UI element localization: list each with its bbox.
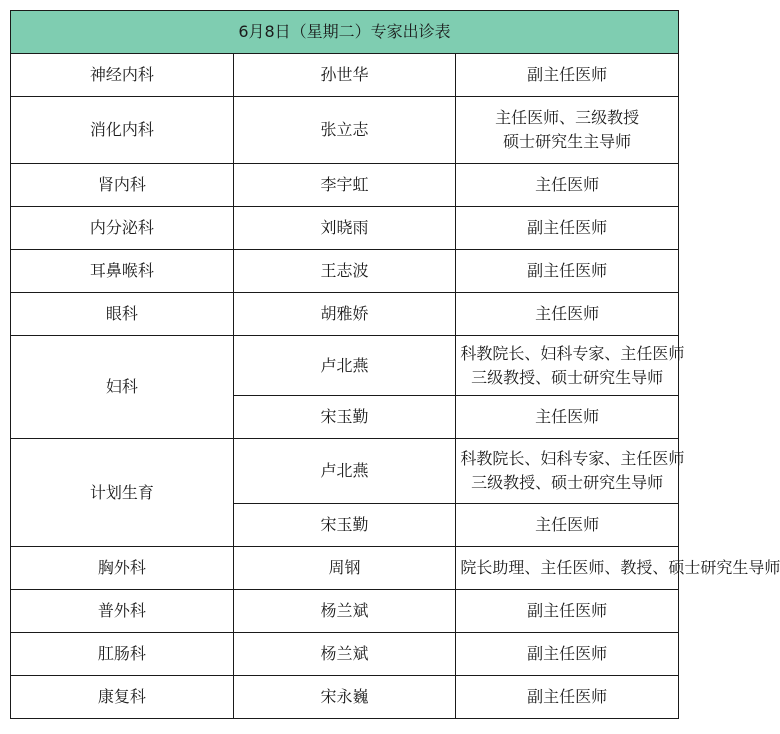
doctor-cell: 卢北燕 — [233, 336, 456, 396]
title-line: 副主任医师 — [527, 261, 608, 280]
table-title: 6月8日（星期二）专家出诊表 — [11, 11, 679, 54]
department-cell: 耳鼻喉科 — [11, 250, 234, 293]
doctor-cell: 胡雅娇 — [233, 293, 456, 336]
department-cell: 内分泌科 — [11, 207, 234, 250]
department-cell: 康复科 — [11, 676, 234, 719]
table-row — [11, 164, 679, 207]
doctor-cell: 孙世华 — [233, 54, 456, 97]
title-line: 主任医师 — [535, 407, 600, 426]
department-cell: 胸外科 — [11, 547, 234, 590]
table-row — [11, 676, 679, 719]
title-line: 副主任医师 — [527, 601, 608, 620]
doctor-cell: 周钢 — [233, 547, 456, 590]
title-line: 院长助理、主任医师、教授、硕士研究生导师 — [460, 558, 780, 577]
table-row — [11, 293, 679, 336]
table-row — [11, 590, 679, 633]
doctor-cell: 张立志 — [233, 97, 456, 164]
table-row — [11, 250, 679, 293]
department-cell: 普外科 — [11, 590, 234, 633]
title-cell — [456, 336, 685, 396]
title-line: 副主任医师 — [527, 687, 608, 706]
title-cell — [456, 676, 679, 719]
table-row — [11, 97, 679, 164]
doctor-cell: 宋玉勤 — [233, 504, 456, 547]
doctor-cell: 刘晓雨 — [233, 207, 456, 250]
title-line: 主任医师 — [535, 515, 600, 534]
department-cell: 神经内科 — [11, 54, 234, 97]
doctor-cell: 王志波 — [233, 250, 456, 293]
title-line: 硕士研究生主导师 — [503, 132, 632, 151]
doctor-cell: 李宇虹 — [233, 164, 456, 207]
title-cell — [456, 396, 679, 439]
table-row — [11, 633, 679, 676]
department-cell: 计划生育 — [11, 439, 234, 547]
department-cell: 眼科 — [11, 293, 234, 336]
expert-schedule-table — [10, 10, 780, 719]
title-line: 主任医师 — [535, 304, 600, 323]
title-cell — [456, 164, 679, 207]
department-cell: 妇科 — [11, 336, 234, 439]
doctor-cell: 杨兰斌 — [233, 633, 456, 676]
title-cell — [456, 439, 685, 504]
table-row — [11, 547, 679, 590]
title-cell — [456, 54, 679, 97]
table-row — [11, 54, 679, 97]
doctor-cell: 卢北燕 — [233, 439, 456, 504]
title-cell — [456, 633, 679, 676]
title-line: 副主任医师 — [527, 644, 608, 663]
table-title-row — [11, 11, 679, 54]
doctor-cell: 宋玉勤 — [233, 396, 456, 439]
title-cell — [456, 250, 679, 293]
table-row — [11, 439, 679, 504]
department-cell: 消化内科 — [11, 97, 234, 164]
title-line: 副主任医师 — [527, 65, 608, 84]
department-cell: 肛肠科 — [11, 633, 234, 676]
table-row — [11, 207, 679, 250]
title-line: 科教院长、妇科专家、主任医师 — [460, 449, 685, 468]
title-cell — [456, 97, 679, 164]
title-cell — [456, 293, 679, 336]
title-cell — [456, 504, 679, 547]
title-line: 科教院长、妇科专家、主任医师 — [460, 343, 685, 363]
title-line: 三级教授、硕士研究生导师 — [471, 367, 664, 387]
title-line: 主任医师、三级教授 — [495, 108, 640, 127]
department-cell: 肾内科 — [11, 164, 234, 207]
doctor-cell: 宋永巍 — [233, 676, 456, 719]
title-line: 主任医师 — [535, 175, 600, 194]
title-cell — [456, 547, 780, 590]
title-line: 三级教授、硕士研究生导师 — [471, 473, 664, 492]
title-line: 副主任医师 — [527, 218, 608, 237]
title-cell — [456, 590, 679, 633]
title-cell — [456, 207, 679, 250]
table-row — [11, 336, 679, 396]
doctor-cell: 杨兰斌 — [233, 590, 456, 633]
